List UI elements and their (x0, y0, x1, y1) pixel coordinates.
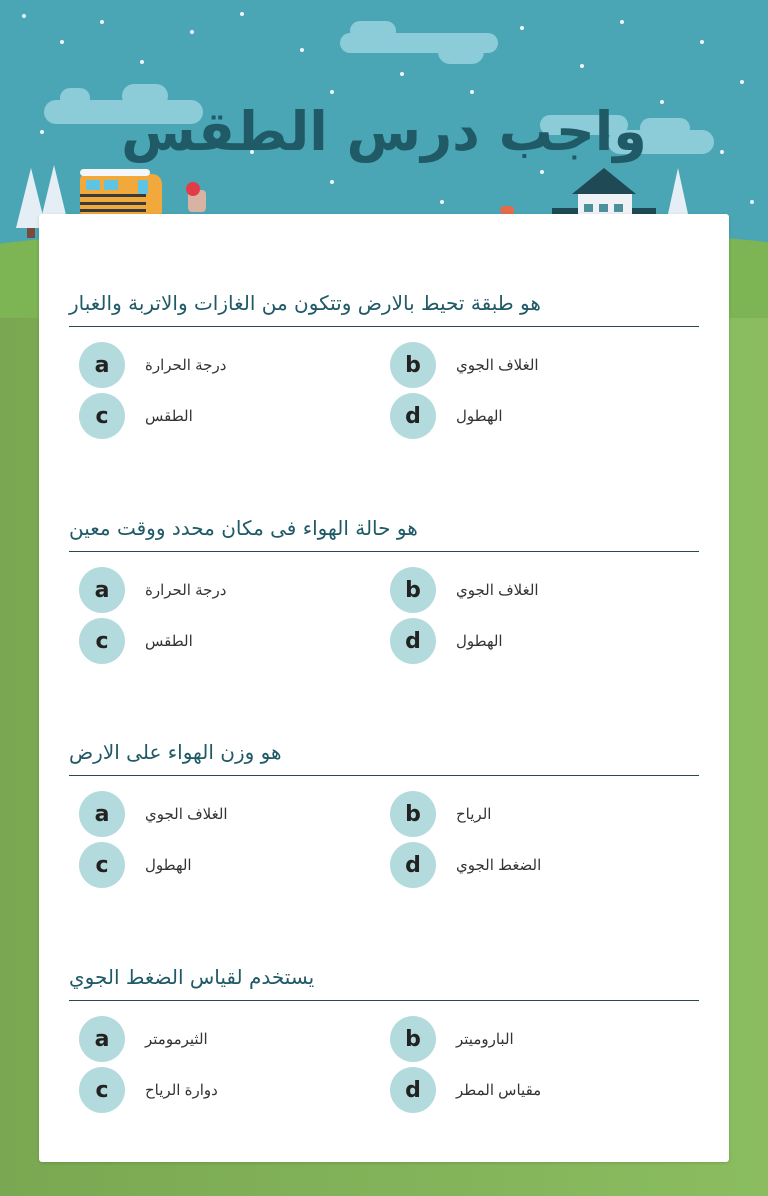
snowflake-icon (700, 40, 704, 44)
divider (69, 775, 699, 776)
snowflake-icon (100, 20, 104, 24)
option-a[interactable] (79, 342, 379, 388)
option-label: الغلاف الجوي (456, 582, 539, 599)
option-label: الباروميتر (456, 1031, 514, 1048)
option-letter-badge[interactable]: c (79, 842, 125, 888)
option-letter-badge[interactable]: d (390, 842, 436, 888)
option-letter-badge[interactable]: a (79, 791, 125, 837)
snowflake-icon (400, 72, 404, 76)
option-letter-badge[interactable]: b (390, 791, 436, 837)
snowflake-icon (60, 40, 64, 44)
option-letter-badge[interactable]: b (390, 1016, 436, 1062)
option-label: الهطول (456, 633, 503, 650)
snowflake-icon (620, 20, 624, 24)
tree-decoration (42, 165, 66, 215)
option-a[interactable] (79, 567, 379, 613)
snowflake-icon (330, 180, 334, 184)
bus-illustration (80, 174, 162, 214)
tree-decoration (668, 168, 688, 214)
option-c[interactable] (79, 1067, 379, 1113)
cloud-decoration (350, 21, 396, 41)
quiz-card (39, 214, 729, 1162)
option-letter-badge[interactable]: d (390, 393, 436, 439)
option-b[interactable] (390, 1016, 690, 1062)
question-text: هو طبقة تحيط بالارض وتتكون من الغازات والاتربة والغبار (69, 291, 541, 315)
option-c[interactable] (79, 393, 379, 439)
divider (69, 1000, 699, 1001)
reindeer-illustration (186, 180, 208, 212)
question-2 (69, 511, 699, 667)
snowflake-icon (140, 60, 144, 64)
option-label: الضغط الجوي (456, 857, 542, 874)
options-group (69, 791, 699, 891)
question-1 (69, 286, 699, 442)
page-title: واجب درس الطقس (121, 100, 647, 163)
option-a[interactable] (79, 791, 379, 837)
option-label: درجة الحرارة (145, 582, 227, 599)
option-d[interactable] (390, 618, 690, 664)
option-letter-badge[interactable]: d (390, 1067, 436, 1113)
bird-illustration (500, 206, 514, 214)
cloud-decoration (438, 40, 484, 64)
snowflake-icon (540, 170, 544, 174)
option-c[interactable] (79, 618, 379, 664)
option-letter-badge[interactable]: a (79, 1016, 125, 1062)
snowflake-icon (240, 12, 244, 16)
option-b[interactable] (390, 342, 690, 388)
option-letter-badge[interactable]: a (79, 567, 125, 613)
option-c[interactable] (79, 842, 379, 888)
snowflake-icon (22, 14, 26, 18)
divider (69, 551, 699, 552)
option-letter-badge[interactable]: d (390, 618, 436, 664)
snowflake-icon (520, 26, 524, 30)
option-b[interactable] (390, 791, 690, 837)
snowflake-icon (300, 48, 304, 52)
question-text: يستخدم لقياس الضغط الجوي (69, 965, 315, 989)
option-a[interactable] (79, 1016, 379, 1062)
option-label: الثيرمومتر (145, 1031, 208, 1048)
option-label: الطقس (145, 633, 193, 650)
snowflake-icon (330, 90, 334, 94)
snowflake-icon (750, 200, 754, 204)
option-label: درجة الحرارة (145, 357, 227, 374)
option-d[interactable] (390, 842, 690, 888)
option-label: الهطول (145, 857, 192, 874)
question-text: هو وزن الهواء على الارض (69, 740, 282, 764)
options-group (69, 342, 699, 442)
option-label: الطقس (145, 408, 193, 425)
question-text: هو حالة الهواء فى مكان محدد ووقت معين (69, 516, 418, 540)
option-label: دوارة الرياح (145, 1082, 218, 1099)
tree-trunk (27, 228, 35, 238)
house-illustration (552, 168, 656, 216)
snowflake-icon (470, 90, 474, 94)
option-label: الرياح (456, 806, 492, 823)
question-3 (69, 735, 699, 891)
option-d[interactable] (390, 393, 690, 439)
option-label: مقياس المطر (456, 1082, 542, 1099)
snowflake-icon (740, 80, 744, 84)
option-letter-badge[interactable]: a (79, 342, 125, 388)
snowflake-icon (190, 30, 194, 34)
options-group (69, 567, 699, 667)
option-b[interactable] (390, 567, 690, 613)
options-group (69, 1016, 699, 1116)
option-label: الغلاف الجوي (145, 806, 228, 823)
option-letter-badge[interactable]: b (390, 567, 436, 613)
option-letter-badge[interactable]: b (390, 342, 436, 388)
option-d[interactable] (390, 1067, 690, 1113)
option-letter-badge[interactable]: c (79, 393, 125, 439)
snowflake-icon (440, 200, 444, 204)
option-letter-badge[interactable]: c (79, 618, 125, 664)
option-label: الغلاف الجوي (456, 357, 539, 374)
option-letter-badge[interactable]: c (79, 1067, 125, 1113)
snowflake-icon (580, 64, 584, 68)
divider (69, 326, 699, 327)
option-label: الهطول (456, 408, 503, 425)
question-4 (69, 960, 699, 1116)
